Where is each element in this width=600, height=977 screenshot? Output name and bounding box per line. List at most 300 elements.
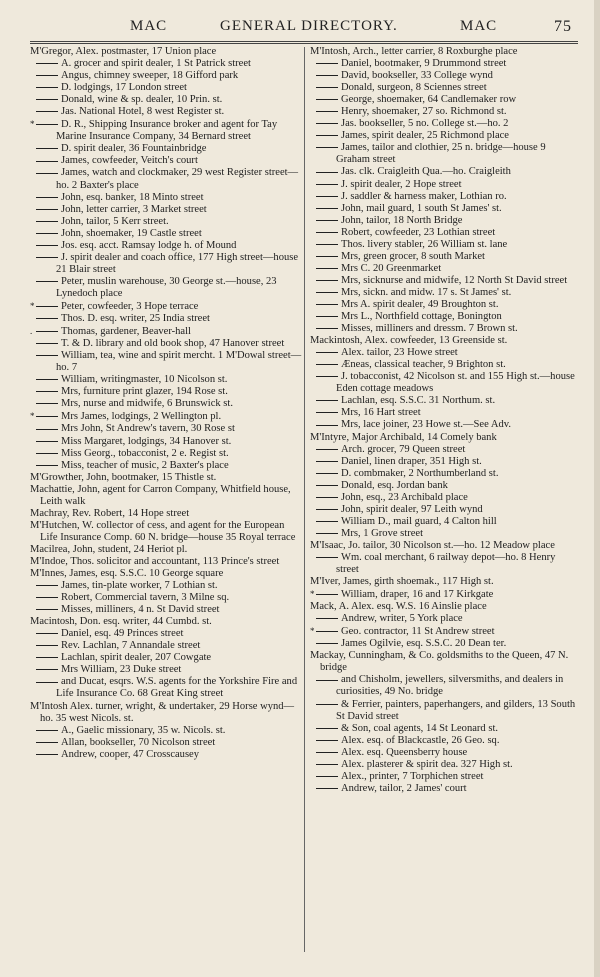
directory-subentry [310, 239, 580, 251]
ditto-dash [36, 416, 58, 417]
entry-text: Peter, cowfeeder, 3 Hope terrace [61, 300, 199, 312]
ditto-dash [316, 256, 338, 257]
entry-text: M'Iver, James, girth shoemak., 117 High st. [310, 576, 494, 588]
directory-subentry [30, 313, 302, 325]
entry-text: M'Intosh, Arch., letter carrier, 8 Roxburghe place [310, 46, 518, 57]
directory-subentry [30, 240, 302, 252]
entry-text: Mrs, 1 Grove street [341, 527, 424, 539]
entry-text: George, shoemaker, 64 Candlemaker row [341, 94, 517, 106]
directory-subentry [310, 299, 580, 311]
entry-text: Robert, Commercial tavern, 3 Milne sq. [61, 592, 230, 604]
directory-subentry [30, 276, 302, 300]
directory-subentry [310, 263, 580, 275]
ditto-dash [316, 364, 338, 365]
ditto-dash [316, 449, 338, 450]
ditto-dash [36, 742, 58, 743]
directory-subentry [310, 118, 580, 130]
directory-subentry [30, 300, 302, 313]
ditto-dash [316, 497, 338, 498]
entry-text: Mrs C. 20 Greenmarket [341, 262, 442, 274]
directory-subentry [30, 640, 302, 652]
ditto-dash [36, 257, 58, 258]
entry-text: James Ogilvie, esq. S.S.C. 20 Dean ter. [341, 638, 507, 650]
entry-text: Mrs James, lodgings, 2 Wellington pl. [61, 411, 222, 423]
entry-text: A. grocer and spirit dealer, 1 St Patrick street [61, 58, 251, 70]
directory-subentry [30, 374, 302, 386]
entry-marker: * [310, 626, 315, 637]
entry-text: Mackay, Cunningham, & Co. goldsmiths to the Queen, 47 N. bridge [310, 650, 569, 674]
directory-subentry [310, 203, 580, 215]
directory-subentry [310, 179, 580, 191]
directory-entry [310, 432, 580, 444]
directory-subentry [30, 167, 302, 191]
entry-text: James, tailor and clothier, 25 n. bridge—house 9 Graham street [336, 142, 546, 166]
directory-entry [310, 650, 580, 674]
directory-subentry [30, 604, 302, 616]
entry-text: Andrew, tailor, 2 James' court [341, 782, 467, 794]
ditto-dash [36, 391, 58, 392]
entry-text: Miss Georg., tobacconist, 2 e. Regist st. [61, 447, 229, 459]
directory-subentry [30, 338, 302, 350]
entry-text: & Son, coal agents, 14 St Leonard st. [341, 722, 499, 734]
entry-text: Angus, chimney sweeper, 18 Gifford park [61, 70, 239, 82]
directory-subentry [30, 228, 302, 240]
ditto-dash [316, 208, 338, 209]
directory-subentry [30, 143, 302, 155]
ditto-dash [316, 328, 338, 329]
ditto-dash [316, 425, 338, 426]
entry-text: Andrew, writer, 5 York place [341, 613, 463, 625]
directory-subentry [30, 448, 302, 460]
entry-text: Donald, wine & sp. dealer, 10 Prin. st. [61, 94, 223, 106]
directory-entry [310, 540, 580, 552]
directory-subentry [30, 70, 302, 82]
entry-text: Alex. esq. Queensberry house [341, 746, 468, 758]
ditto-dash [36, 682, 58, 683]
entry-text: John, tailor, 18 North Bridge [341, 214, 463, 226]
directory-subentry [310, 94, 580, 106]
ditto-dash [36, 63, 58, 64]
entry-text: Misses, milliners, 4 n. St David street [61, 604, 220, 616]
directory-subentry [310, 480, 580, 492]
directory-subentry [310, 468, 580, 480]
directory-subentry [310, 166, 580, 178]
directory-subentry [30, 460, 302, 472]
directory-entry [310, 601, 580, 613]
ditto-dash [36, 754, 58, 755]
entry-text: & Ferrier, painters, paperhangers, and gilders, 13 South St David street [336, 698, 576, 722]
directory-subentry [310, 747, 580, 759]
entry-text: James, cowfeeder, Veitch's court [61, 155, 198, 167]
ditto-dash [316, 400, 338, 401]
ditto-dash [36, 99, 58, 100]
directory-subentry [30, 628, 302, 640]
ditto-dash [316, 135, 338, 136]
entry-text: A., Gaelic missionary, 35 w. Nicols. st. [61, 724, 226, 736]
directory-subentry [310, 70, 580, 82]
directory-subentry [30, 204, 302, 216]
ditto-dash [36, 173, 58, 174]
ditto-dash [316, 521, 338, 522]
entry-text: Peter, muslin warehouse, 30 George st.—house, 23 Lynedoch place [56, 275, 277, 299]
entry-text: John, letter carrier, 3 Market street [61, 203, 207, 215]
header-title: GENERAL DIRECTORY. [220, 18, 398, 34]
directory-entry [30, 544, 302, 556]
entry-text: Jas. bookseller, 5 no. College st.—ho. 2 [341, 118, 509, 130]
entry-text: D. lodgings, 17 London street [61, 82, 187, 94]
directory-entry [30, 616, 302, 628]
ditto-dash [36, 331, 58, 332]
ditto-dash [316, 172, 338, 173]
entry-text: Daniel, linen draper, 351 High st. [341, 455, 482, 467]
entry-text: Mrs, nurse and midwife, 6 Brunswick st. [61, 398, 233, 410]
entry-text: Machattie, John, agent for Carron Company, Whitfield house, Leith walk [30, 483, 291, 507]
ditto-dash [36, 453, 58, 454]
directory-entry [30, 701, 302, 725]
directory-subentry [30, 386, 302, 398]
directory-subentry [30, 725, 302, 737]
directory-subentry [310, 359, 580, 371]
ditto-dash [36, 111, 58, 112]
entry-text: Donald, surgeon, 8 Sciennes street [341, 82, 487, 94]
ditto-dash [36, 221, 58, 222]
entry-text: Mrs John, St Andrew's tavern, 30 Rose st [61, 423, 235, 435]
entry-text: Lachlan, spirit dealer, 207 Cowgate [61, 652, 212, 664]
directory-subentry [310, 227, 580, 239]
entry-text: Allan, bookseller, 70 Nicolson street [61, 736, 216, 748]
ditto-dash [36, 429, 58, 430]
entry-text: Mrs, 16 Hart street [341, 407, 421, 419]
directory-subentry [310, 142, 580, 166]
directory-subentry [310, 504, 580, 516]
page-number: 75 [554, 18, 572, 35]
directory-entry [30, 520, 302, 544]
ditto-dash [316, 304, 338, 305]
directory-entry [30, 556, 302, 568]
entry-text: James, spirit dealer, 25 Richmond place [341, 130, 509, 142]
ditto-dash [36, 306, 58, 307]
entry-text: Mrs, sickn. and midw. 17 s. St James' st. [341, 286, 512, 298]
directory-subentry [310, 771, 580, 783]
ditto-dash [36, 441, 58, 442]
directory-entry [30, 508, 302, 520]
entry-text: Arch. grocer, 79 Queen street [341, 443, 466, 455]
entry-text: Thomas, gardener, Beaver-hall [61, 326, 191, 338]
entry-text: Geo. contractor, 11 St Andrew street [341, 626, 495, 638]
directory-subentry [30, 592, 302, 604]
ditto-dash [36, 318, 58, 319]
directory-subentry [310, 613, 580, 625]
entry-text: Mrs, lace joiner, 23 Howe st.—See Adv. [341, 419, 511, 431]
directory-subentry [310, 215, 580, 227]
entry-text: Robert, cowfeeder, 23 Lothian street [341, 226, 496, 238]
ditto-dash [316, 618, 338, 619]
entry-text: Henry, shoemaker, 27 so. Richmond st. [341, 106, 507, 118]
entry-text: Jas. National Hotel, 8 west Register st. [61, 106, 225, 118]
ditto-dash [316, 412, 338, 413]
ditto-dash [36, 161, 58, 162]
ditto-dash [316, 147, 338, 148]
entry-text: Macintosh, Don. esq. writer, 44 Cumbd. st. [30, 616, 212, 628]
entry-text: Jas. clk. Craigleith Qua.—ho. Craigleith [341, 166, 511, 178]
directory-entry [310, 46, 580, 58]
directory-subentry [30, 676, 302, 700]
directory-subentry [310, 82, 580, 94]
entry-text: Donald, esq. Jordan bank [341, 479, 448, 491]
ditto-dash [316, 704, 338, 705]
directory-subentry [310, 287, 580, 299]
directory-subentry [30, 216, 302, 228]
directory-subentry [310, 699, 580, 723]
entry-text: Macilrea, John, student, 24 Heriot pl. [30, 543, 188, 555]
directory-subentry [30, 580, 302, 592]
entry-marker: * [30, 411, 35, 422]
ditto-dash [36, 75, 58, 76]
entry-text: David, bookseller, 33 College wynd [341, 70, 493, 82]
page-header [30, 14, 580, 40]
directory-subentry [30, 410, 302, 423]
header-left-keyword: MAC [130, 18, 168, 34]
ditto-dash [36, 645, 58, 646]
directory-subentry [310, 106, 580, 118]
entry-text: T. & D. library and old book shop, 47 Hanover street [61, 338, 285, 350]
ditto-dash [36, 281, 58, 282]
entry-text: M'Growther, John, bootmaker, 15 Thistle st. [30, 471, 217, 483]
directory-subentry [30, 737, 302, 749]
entry-text: John, mail guard, 1 south St James' st. [341, 202, 502, 214]
entry-text: Andrew, cooper, 47 Crosscausey [61, 748, 200, 760]
ditto-dash [316, 631, 338, 632]
entry-text: M'Intyre, Major Archibald, 14 Comely bank [310, 431, 497, 443]
directory-subentry [310, 191, 580, 203]
entry-text: Daniel, bootmaker, 9 Drummond street [341, 58, 507, 70]
directory-subentry [310, 674, 580, 698]
ditto-dash [316, 740, 338, 741]
ditto-dash [316, 557, 338, 558]
entry-text: D. R., Shipping Insurance broker and agent for Tay Marine Insurance Company, 34 Bernard street [56, 119, 278, 143]
entry-text: M'Intosh Alex. turner, wright, & undertaker, 29 Horse wynd—ho. 35 west Nicols. st. [30, 700, 295, 724]
ditto-dash [316, 244, 338, 245]
ditto-dash [316, 509, 338, 510]
directory-subentry [310, 275, 580, 287]
entry-text: Mrs A. spirit dealer, 49 Broughton st. [341, 298, 499, 310]
entry-text: John, esq. banker, 18 Minto street [61, 191, 204, 203]
ditto-dash [316, 75, 338, 76]
entry-marker: . [30, 326, 33, 337]
directory-subentry [30, 58, 302, 70]
entry-text: Wm. coal merchant, 6 railway depot—ho. 8 Henry street [336, 551, 556, 576]
ditto-dash [316, 196, 338, 197]
entry-text: Misses, milliners and dressm. 7 Brown st. [341, 323, 518, 335]
ditto-dash [36, 87, 58, 88]
ditto-dash [36, 403, 58, 404]
column-divider [304, 47, 305, 952]
directory-entry [30, 484, 302, 508]
ditto-dash [36, 609, 58, 610]
directory-subentry [310, 783, 580, 795]
ditto-dash [36, 657, 58, 658]
ditto-dash [316, 776, 338, 777]
ditto-dash [316, 280, 338, 281]
directory-subentry [30, 350, 302, 374]
directory-subentry [30, 155, 302, 167]
directory-subentry [30, 192, 302, 204]
entry-text: Rev. Lachlan, 7 Annandale street [61, 640, 201, 652]
directory-subentry [30, 398, 302, 410]
entry-text: John, shoemaker, 19 Castle street [61, 227, 202, 239]
entry-text: M'Hutchen, W. collector of cess, and agent for the European Life Insurance Comp. 60 N. bridge—house 35 Royal terrace [30, 519, 296, 543]
ditto-dash [316, 376, 338, 377]
entry-text: John, esq., 23 Archibald place [341, 491, 468, 503]
entry-text: Alex., printer, 7 Torphichen street [341, 770, 484, 782]
entry-text: John, tailor, 5 Kerr street. [61, 215, 169, 227]
entry-text: Mrs, furniture print glazer, 194 Rose st. [61, 386, 228, 398]
directory-subentry [310, 323, 580, 335]
ditto-dash [316, 352, 338, 353]
entry-text: Miss, teacher of music, 2 Baxter's place [61, 459, 229, 471]
ditto-dash [36, 209, 58, 210]
directory-subentry [310, 58, 580, 70]
ditto-dash [36, 343, 58, 344]
ditto-dash [36, 633, 58, 634]
ditto-dash [316, 788, 338, 789]
entry-text: William, writingmaster, 10 Nicolson st. [61, 374, 228, 386]
header-right-keyword: MAC [460, 18, 498, 34]
entry-text: Mrs, green grocer, 8 south Market [341, 250, 485, 262]
directory-subentry [310, 347, 580, 359]
directory-subentry [310, 130, 580, 142]
directory-subentry [30, 652, 302, 664]
entry-text: Miss Margaret, lodgings, 34 Hanover st. [61, 435, 232, 447]
directory-subentry [310, 456, 580, 468]
entry-text: Thos. D. esq. writer, 25 India street [61, 313, 210, 325]
directory-subentry [30, 82, 302, 94]
ditto-dash [316, 461, 338, 462]
entry-text: John, spirit dealer, 97 Leith wynd [341, 503, 483, 515]
ditto-dash [316, 63, 338, 64]
entry-text: Daniel, esq. 49 Princes street [61, 628, 184, 640]
entry-text: James, tin-plate worker, 7 Lothian st. [61, 580, 218, 592]
directory-subentry [310, 588, 580, 601]
ditto-dash [316, 752, 338, 753]
ditto-dash [316, 220, 338, 221]
header-rule [30, 41, 578, 44]
ditto-dash [36, 465, 58, 466]
ditto-dash [316, 123, 338, 124]
entry-text: Lachlan, esq. S.S.C. 31 Northum. st. [341, 395, 496, 407]
ditto-dash [36, 669, 58, 670]
ditto-dash [316, 728, 338, 729]
directory-subentry [30, 423, 302, 435]
ditto-dash [316, 643, 338, 644]
entry-text: Mack, A. Alex. esq. W.S. 16 Ainslie place [310, 601, 487, 613]
directory-entry [30, 568, 302, 580]
entry-text: J. tobacconist, 42 Nicolson st. and 155 High st.—house Eden cottage meadows [336, 371, 575, 395]
directory-subentry [310, 395, 580, 407]
ditto-dash [316, 485, 338, 486]
ditto-dash [36, 245, 58, 246]
ditto-dash [36, 148, 58, 149]
directory-subentry [30, 664, 302, 676]
entry-text: Alex. tailor, 23 Howe street [341, 347, 458, 359]
directory-subentry [310, 528, 580, 540]
entry-text: M'Innes, James, esq. S.S.C. 10 George square [30, 568, 224, 580]
directory-subentry [310, 419, 580, 431]
directory-subentry [30, 749, 302, 761]
ditto-dash [36, 197, 58, 198]
entry-text: Thos. livery stabler, 26 William st. lane [341, 238, 508, 250]
entry-text: Machray, Rev. Robert, 14 Hope street [30, 507, 190, 519]
directory-subentry [30, 118, 302, 143]
ditto-dash [316, 473, 338, 474]
directory-subentry [30, 325, 302, 338]
directory-subentry [310, 407, 580, 419]
directory-subentry [310, 311, 580, 323]
entry-text: Jos. esq. acct. Ramsay lodge h. of Mound [61, 239, 237, 251]
directory-subentry [30, 436, 302, 448]
directory-subentry [310, 251, 580, 263]
ditto-dash [316, 680, 338, 681]
directory-subentry [310, 723, 580, 735]
directory-entry [310, 576, 580, 588]
ditto-dash [316, 111, 338, 112]
entry-text: J. spirit dealer, 2 Hope street [341, 178, 462, 190]
ditto-dash [36, 585, 58, 586]
ditto-dash [36, 355, 58, 356]
entry-text: Mrs William, 23 Duke street [61, 664, 182, 676]
entry-text: Alex. plasterer & spirit dea. 327 High st. [341, 758, 513, 770]
entry-text: Mackintosh, Alex. cowfeeder, 13 Greenside st. [310, 335, 508, 347]
directory-subentry [310, 492, 580, 504]
entry-marker: * [30, 119, 35, 130]
ditto-dash [36, 597, 58, 598]
directory-subentry [310, 371, 580, 395]
entry-text: M'Isaac, Jo. tailor, 30 Nicolson st.—ho. 12 Meadow place [310, 539, 555, 551]
ditto-dash [316, 292, 338, 293]
entry-text: Æneas, classical teacher, 9 Brighton st. [341, 359, 506, 371]
directory-subentry [310, 552, 580, 576]
directory-entry [310, 335, 580, 347]
entry-marker: * [310, 589, 315, 600]
entry-text: and Ducat, esqrs. W.S. agents for the Yorkshire Fire and Life Insurance Co. 68 Great King street [56, 676, 298, 700]
entry-text: William, tea, wine and spirit mercht. 1 M'Dowal street—ho. 7 [56, 350, 302, 374]
directory-subentry [310, 759, 580, 771]
ditto-dash [316, 99, 338, 100]
entry-text: J. spirit dealer and coach office, 177 High street—house 21 Blair street [56, 251, 299, 275]
directory-subentry [30, 252, 302, 276]
entry-text: Mrs L., Northfield cottage, Bonington [341, 311, 502, 323]
entry-text: William D., mail guard, 4 Calton hill [341, 515, 497, 527]
directory-entry [30, 46, 302, 58]
directory-subentry [310, 638, 580, 650]
entry-marker: * [30, 300, 35, 311]
entry-text: D. spirit dealer, 36 Fountainbridge [61, 143, 207, 155]
entry-text: Mrs, sicknurse and midwife, 12 North St David street [341, 274, 568, 286]
ditto-dash [316, 184, 338, 185]
ditto-dash [316, 533, 338, 534]
directory-subentry [310, 444, 580, 456]
ditto-dash [316, 316, 338, 317]
entry-text: D. combmaker, 2 Northumberland st. [341, 467, 499, 479]
ditto-dash [316, 594, 338, 595]
directory-subentry [310, 516, 580, 528]
directory-entry [30, 472, 302, 484]
directory-subentry [310, 625, 580, 638]
entry-text: William, draper, 16 and 17 Kirkgate [341, 589, 494, 601]
entry-text: M'Gregor, Alex. postmaster, 17 Union place [30, 46, 217, 57]
left-column [30, 46, 302, 761]
ditto-dash [316, 764, 338, 765]
